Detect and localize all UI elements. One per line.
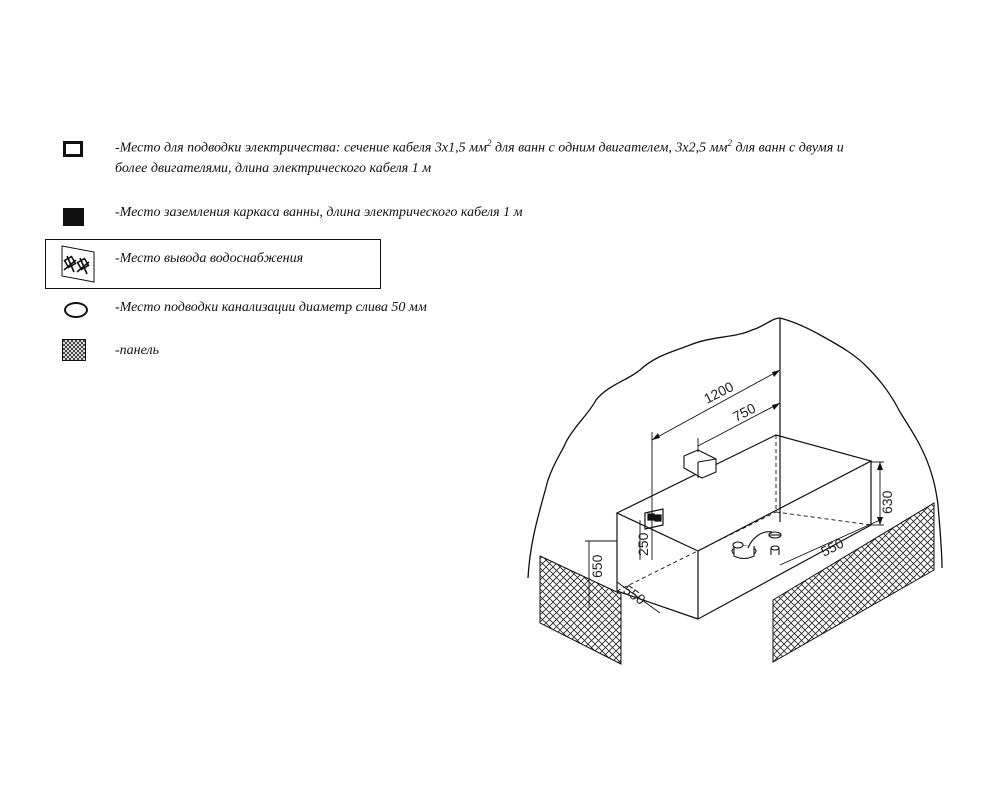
legend-panel-text: -панель	[115, 343, 159, 358]
dim-630: 630	[879, 490, 895, 514]
dim-750: 750	[730, 399, 759, 425]
left-panel	[540, 556, 621, 664]
legend-ground-text: -Место заземления каркаса ванны, длина электрического кабеля 1 м	[115, 205, 523, 220]
right-panel	[773, 503, 934, 662]
dim-550-right: 550	[818, 534, 847, 560]
dim-550-front: 550	[620, 581, 649, 608]
dim-650: 650	[589, 554, 605, 578]
wall-spout	[684, 450, 716, 478]
legend-power-text: -Место для подводки электричества: сечение кабеля 3х1,5 $мм^2$ для ванн с одним двигателем, 3х2,5 $мм^2$ для ванн с двумя и более двигателями, длина электрического кабеля 1 м	[115, 138, 844, 176]
water-supply-marker	[645, 509, 663, 529]
legend-drain-text: -Место подводки канализации диаметр слива 50 мм	[115, 300, 427, 315]
faucet	[732, 532, 781, 559]
dim-1200: 1200	[701, 378, 737, 407]
dim-250: 250	[635, 532, 651, 556]
legend-water-text: -Место вывода водоснабжения	[115, 251, 304, 266]
